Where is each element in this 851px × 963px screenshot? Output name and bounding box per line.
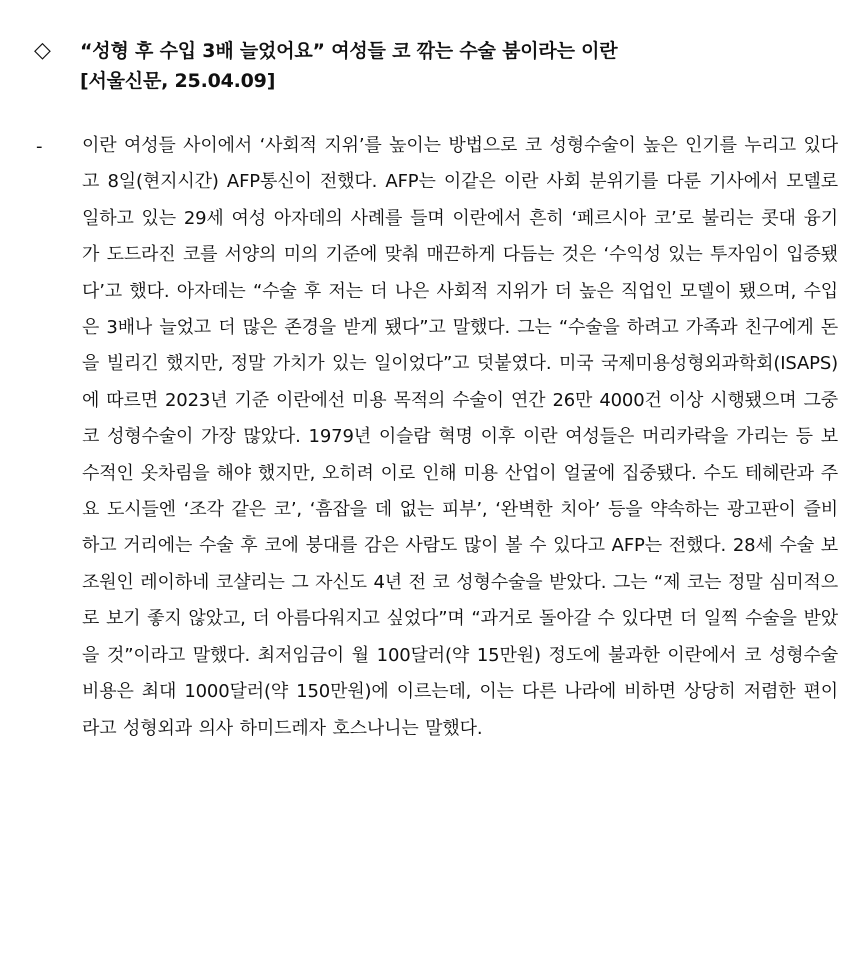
dash-bullet: - (36, 136, 43, 157)
headline-source: [서울신문, 25.04.09] (80, 70, 276, 92)
article-body: 이란 여성들 사이에서 ‘사회적 지위’를 높이는 방법으로 코 성형수술이 높은 인기를 누리고 있다고 8일(현지시간) AFP통신이 전했다. AFP는 이같은 이란 사회 분위기를 다룬 기사에서 모델로 일하고 있는 29세 여성 아자데의 사례를 들며 이란에서 흔히 ‘페르시아 코’로 불리는 콧대 융기가 도드라진 코를 서양의 미의 기준에 맞춰 매끈하게 다듬는 것은 ‘수익성 있는 투자임이 입증됐다’고 했다. 아자데는 “수술 후 저는 더 나은 사회적 지위가 더 높은 직업인 모델이 됐으며, 수입은 3배나 늘었고 더 많은 존경을 받게 됐다”고 말했다. 그는 “수술을 하려고 가족과 친구에게 돈을 빌리긴 했지만, 정말 가치가 있는 일이었다”고 덧붙였다. 미국 국제미용성형외과학회(ISAPS)에 따르면 2023년 기준 이란에선 미용 목적의 수술이 연간 26만 4000건 이상 시행됐으며 그중 코 성형수술이 가장 많았다. 1979년 이슬람 혁명 이후 이란 여성들은 머리카락을 가리는 등 보수적인 옷차림을 해야 했지만, 오히려 이로 인해 미용 산업이 얼굴에 집중됐다. 수도 테헤란과 주요 도시들엔 ‘조각 같은 코’, ‘흠잡을 데 없는 피부’, ‘완벽한 치아’ 등을 약속하는 광고판이 즐비하고 거리에는 수술 후 코에 붕대를 감은 사람도 많이 볼 수 있다고 AFP는 전했다. 28세 수술 보조원인 레이하네 코샬리는 그 자신도 4년 전 코 성형수술을 받았다. 그는 “제 코는 정말 심미적으로 보기 좋지 않았고, 더 아름다워지고 싶었다”며 “과거로 돌아갈 수 있다면 더 일찍 수술을 받았을 것”이라고 말했다. 최저임금이 월 100달러(약 15만원) 정도에 불과한 이란에서 코 성형수술 비용은 최대 1000달러(약 150만원)에 이르는데, 이는 다른 나라에 비하면 상당히 저렴한 편이라고 성형외과 의사 하미드레자 호스나니는 말했다. (82, 135, 838, 739)
diamond-bullet-icon: ◇ (34, 38, 51, 63)
headline-title: “성형 후 수입 3배 늘었어요” 여성들 코 깎는 수술 붐이라는 이란 (80, 40, 618, 62)
headline (80, 36, 840, 96)
